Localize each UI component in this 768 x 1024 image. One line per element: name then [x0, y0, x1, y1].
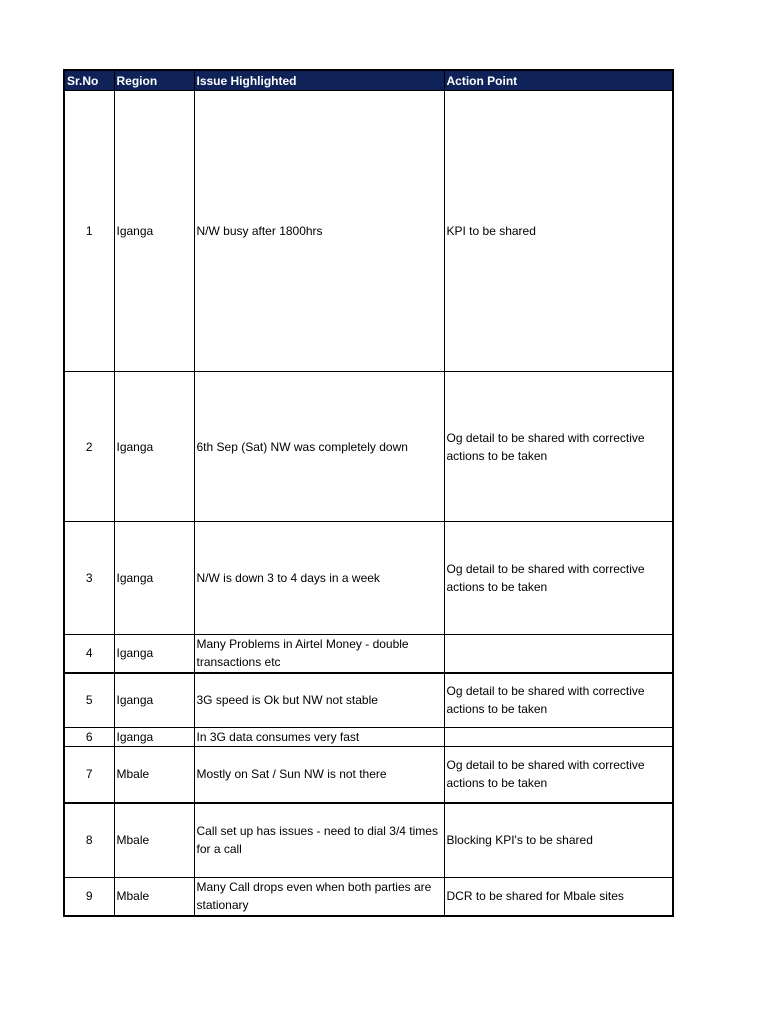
cell-srno: 4 [64, 635, 114, 673]
cell-action: KPI to be shared [444, 91, 673, 372]
cell-issue: Mostly on Sat / Sun NW is not there [194, 747, 444, 803]
cell-issue: In 3G data consumes very fast [194, 728, 444, 747]
cell-srno: 5 [64, 673, 114, 728]
header-action: Action Point [444, 70, 673, 91]
table-row [64, 673, 673, 728]
cell-issue: Many Call drops even when both parties are stationary [194, 878, 444, 916]
table-row [64, 728, 673, 747]
cell-srno: 1 [64, 91, 114, 372]
cell-action: Og detail to be shared with corrective actions to be taken [444, 747, 673, 803]
cell-srno: 2 [64, 372, 114, 522]
cell-action: Og detail to be shared with corrective actions to be taken [444, 522, 673, 635]
table-row [64, 803, 673, 878]
cell-srno: 6 [64, 728, 114, 747]
cell-issue: N/W busy after 1800hrs [194, 91, 444, 372]
cell-issue: Many Problems in Airtel Money - double transactions etc [194, 635, 444, 673]
cell-region: Mbale [114, 747, 194, 803]
cell-region: Iganga [114, 91, 194, 372]
cell-region: Iganga [114, 372, 194, 522]
issues-table [63, 69, 674, 917]
table-row [64, 91, 673, 372]
cell-action: Blocking KPI's to be shared [444, 803, 673, 878]
header-region: Region [114, 70, 194, 91]
cell-issue: 3G speed is Ok but NW not stable [194, 673, 444, 728]
cell-issue: 6th Sep (Sat) NW was completely down [194, 372, 444, 522]
cell-region: Iganga [114, 522, 194, 635]
cell-issue: N/W is down 3 to 4 days in a week [194, 522, 444, 635]
cell-region: Iganga [114, 635, 194, 673]
cell-srno: 9 [64, 878, 114, 916]
cell-srno: 3 [64, 522, 114, 635]
cell-srno: 8 [64, 803, 114, 878]
table-row [64, 522, 673, 635]
table-row [64, 635, 673, 673]
header-row [64, 70, 673, 91]
table-row [64, 747, 673, 803]
cell-region: Mbale [114, 878, 194, 916]
table-row [64, 372, 673, 522]
header-issue: Issue Highlighted [194, 70, 444, 91]
header-srno: Sr.No [64, 70, 114, 91]
cell-action: DCR to be shared for Mbale sites [444, 878, 673, 916]
cell-region: Iganga [114, 673, 194, 728]
cell-action [444, 728, 673, 747]
table-row [64, 878, 673, 916]
cell-srno: 7 [64, 747, 114, 803]
cell-action: Og detail to be shared with corrective actions to be taken [444, 673, 673, 728]
cell-action: Og detail to be shared with corrective actions to be taken [444, 372, 673, 522]
cell-region: Iganga [114, 728, 194, 747]
cell-action [444, 635, 673, 673]
cell-region: Mbale [114, 803, 194, 878]
cell-issue: Call set up has issues - need to dial 3/4 times for a call [194, 803, 444, 878]
